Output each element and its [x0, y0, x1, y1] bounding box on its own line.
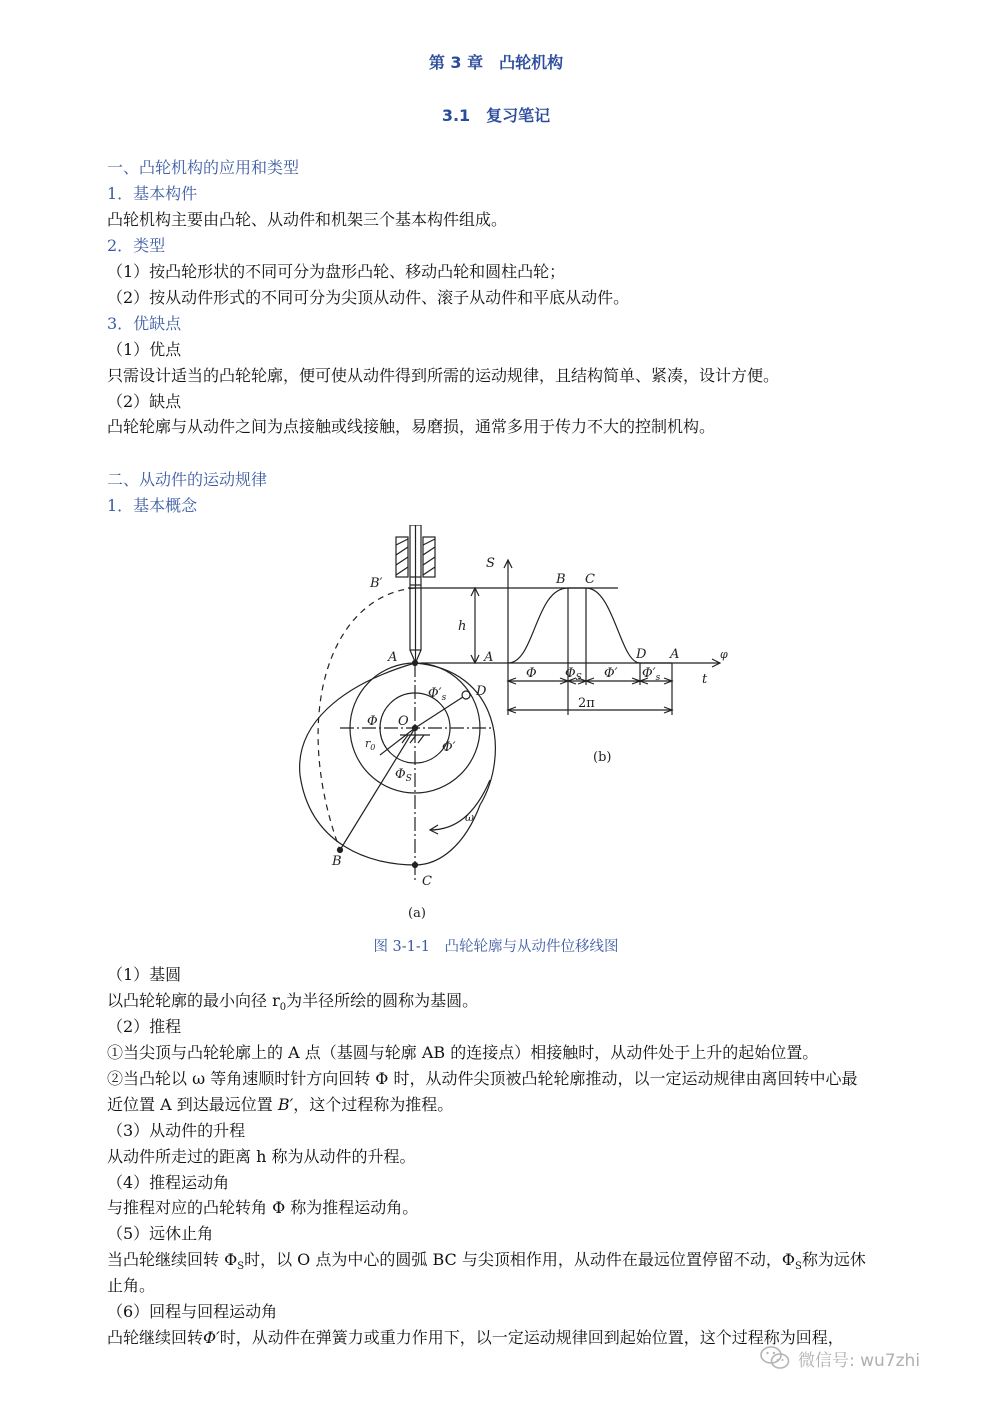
label-d: D	[476, 684, 487, 699]
s2-heading: 二、从动件的运动规律	[107, 470, 268, 489]
d6-label: （6）回程与回程运动角	[107, 1302, 278, 1321]
s1-p2a: （1）按凸轮形状的不同可分为盘形凸轮、移动凸轮和圆柱凸轮；	[107, 262, 566, 281]
label-omega: ω	[465, 811, 474, 824]
cam-figure	[280, 525, 740, 925]
s1-sub3: 3．优缺点	[107, 314, 182, 333]
d4-label: （4）推程运动角	[107, 1173, 230, 1192]
displacement-curve	[508, 588, 672, 663]
graph-label-phi-s: $\Phi_S$	[565, 666, 582, 683]
graph-label-c: C	[585, 572, 595, 587]
label-b-prime: B′	[370, 576, 383, 591]
graph-label-phi-sp: $\Phi'_s$	[642, 666, 661, 683]
watermark	[760, 1345, 920, 1371]
graph-label-2pi: 2π	[578, 696, 595, 711]
graph-label-a: A	[484, 650, 494, 665]
d3-text: 从动件所走过的距离 h 称为从动件的升程。	[107, 1147, 416, 1166]
label-phi-p: Φ′	[442, 740, 456, 755]
label-s-axis: S	[486, 556, 495, 571]
d2-b1: ②当凸轮以 ω 等角速顺时针方向回转 Φ 时，从动件尖顶被凸轮轮廓推动，以一定运动规律由离回转中心最	[107, 1069, 858, 1088]
d5-line2: 止角。	[107, 1276, 156, 1295]
d2-b2: 近位置 A 到达最远位置 B′，这个过程称为推程。	[107, 1095, 454, 1114]
d2-a: ①当尖顶与凸轮轮廓上的 A 点（基圆与轮廓 AB 的连接点）相接触时，从动件处于上升的起始位置。	[107, 1043, 819, 1062]
label-h: h	[458, 619, 467, 634]
cam-diagram	[280, 525, 740, 925]
d5-label: （5）远休止角	[107, 1224, 214, 1243]
label-phi-sp: $\Phi'_s$	[428, 686, 447, 703]
advantages-label: （1）优点	[107, 340, 182, 359]
graph-label-d: D	[636, 647, 647, 662]
label-phi-axis: φ	[720, 648, 728, 661]
s1-heading: 一、凸轮机构的应用和类型	[107, 158, 300, 177]
s1-p1: 凸轮机构主要由凸轮、从动件和机架三个基本构件组成。	[107, 210, 508, 229]
section-title: 3.1 复习笔记	[441, 106, 551, 125]
s1-p2b: （2）按从动件形式的不同可分为尖顶从动件、滚子从动件和平底从动件。	[107, 288, 630, 307]
label-phi-s: $\Phi_S$	[395, 767, 412, 784]
follower-rod	[410, 525, 421, 663]
graph-label-phi-p: Φ′	[604, 666, 618, 681]
label-t-axis: t	[702, 672, 708, 687]
label-b: B	[332, 854, 342, 869]
chapter-title: 第 3 章 凸轮机构	[428, 53, 564, 72]
disadvantages-text: 凸轮轮廓与从动件之间为点接触或线接触，易磨损，通常多用于传力不大的控制机构。	[107, 417, 716, 436]
d2-label: （2）推程	[107, 1017, 182, 1036]
subfig-b-label: (b)	[593, 750, 612, 765]
disadvantages-label: （2）缺点	[107, 392, 182, 411]
figure-caption: 图 3-1-1 凸轮轮廓与从动件位移线图	[373, 939, 619, 955]
label-r0: $r_0$	[365, 737, 376, 752]
d6-text: 凸轮继续回转Φ′时，从动件在弹簧力或重力作用下，以一定运动规律回到起始位置，这个过程称为回程，	[107, 1328, 844, 1347]
d3-label: （3）从动件的升程	[107, 1121, 246, 1140]
wechat-icon	[760, 1345, 790, 1371]
label-a: A	[388, 650, 398, 665]
s2-sub1: 1．基本概念	[107, 496, 198, 515]
graph-label-b: B	[556, 572, 566, 587]
label-o: O	[398, 714, 409, 729]
label-phi: Φ	[367, 714, 378, 729]
label-c: C	[422, 874, 432, 889]
s1-sub1: 1．基本构件	[107, 184, 198, 203]
graph-label-a2: A	[670, 647, 680, 662]
d5-line1: 当凸轮继续回转 $\Phi_S$时，以 O 点为中心的圆弧 BC 与尖顶相作用，从动件在最远位置停留不动，$\Phi_S$称为远休	[107, 1250, 866, 1273]
advantages-text: 只需设计适当的凸轮轮廓，便可使从动件得到所需的运动规律，且结构简单、紧凑，设计方便。	[107, 366, 780, 385]
watermark-text: 微信号: wu7zhi	[798, 1350, 921, 1371]
d4-text: 与推程对应的凸轮转角 Φ 称为推程运动角。	[107, 1198, 419, 1217]
subfig-a-label: (a)	[408, 906, 426, 921]
d1-label: （1）基圆	[107, 965, 182, 984]
d1-text: 以凸轮轮廓的最小向径 $r_0$为半径所绘的圆称为基圆。	[107, 991, 479, 1014]
s1-sub2: 2．类型	[107, 236, 166, 255]
graph-label-phi: Φ	[526, 666, 537, 681]
